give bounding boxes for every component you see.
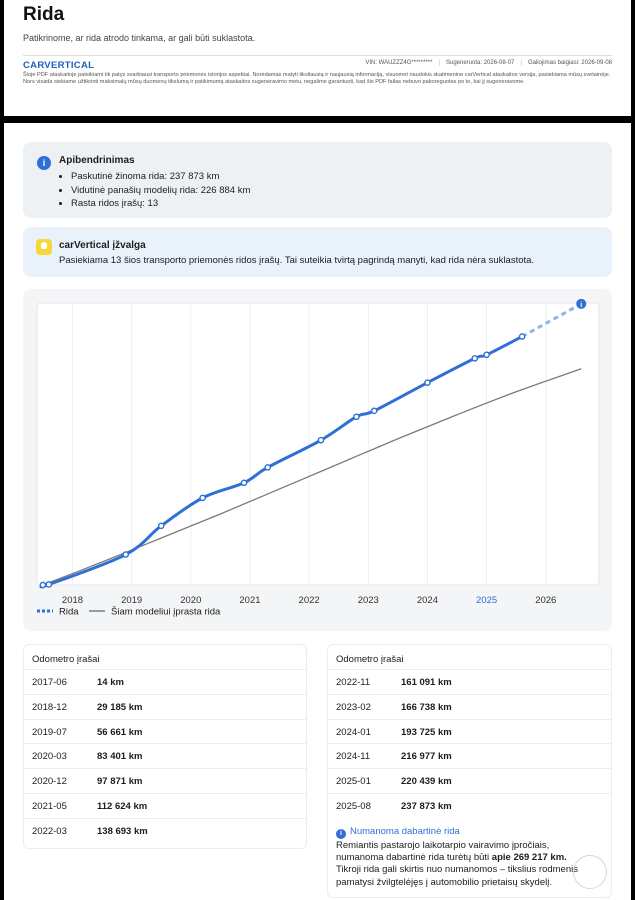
x-tick-label: 2022 [298, 595, 320, 606]
record-mileage: 14 km [97, 677, 124, 688]
estimated-mileage-value: apie 269 217 km. [491, 852, 567, 864]
x-tick-label: 2021 [239, 595, 261, 606]
page-subtitle: Patikrinome, ar rida atrodo tinkama, ar gali būti suklastota. [23, 33, 256, 43]
odometer-title: Odometro įrašai [336, 654, 404, 665]
info-icon: i [580, 301, 583, 309]
info-icon: i [37, 156, 51, 170]
summary-title: Apibendrinimas [59, 155, 135, 166]
x-tick-label: 2019 [121, 595, 143, 606]
disclaimer-text: Šioje PDF ataskaitoje pateikiami tik patys svarbiausi transporto priemonės istorijos aspektai. Norėdamas matyti tiksliausią ir naujausią informaciją, visuomet naudokis skaitmenine carVertical ataskaitos versija, pasiekiama mūsų svetainėje. Nors visada siekiame užtikrinti maksimalų mūsų duomenų tikslumą ir patikimumą ataskaitos sugeneravimo metu, negalime garantuoti, kad šis PDF failas nebuvo pakoreguotas po to, kai jį sugeneravome. [23, 72, 611, 86]
record-date: 2017-06 [32, 677, 67, 688]
record-mileage: 138 693 km [97, 825, 148, 837]
record-date: 2025-08 [336, 800, 371, 812]
odometer-title: Odometro įrašai [32, 654, 100, 665]
x-tick-label: 2024 [416, 595, 439, 606]
record-date: 2021-05 [32, 800, 67, 812]
table-row [328, 694, 611, 719]
data-point [472, 356, 477, 361]
odometer-rows [24, 669, 306, 843]
record-mileage: 237 873 km [401, 800, 452, 812]
record-date: 2022-03 [32, 825, 67, 837]
estimated-mileage-title: i Numanoma dabartinė rida [336, 826, 460, 839]
data-point [425, 380, 430, 385]
table-row [328, 793, 611, 818]
table-row [24, 694, 306, 719]
vin-label: VIN: WAUZZZ4G********* [365, 60, 433, 66]
x-tick-label: 2025 [476, 595, 498, 606]
record-mileage: 166 738 km [401, 701, 452, 713]
x-tick-label: 2020 [180, 595, 202, 606]
record-date: 2024-01 [336, 726, 371, 738]
record-date: 2018-12 [32, 701, 67, 713]
table-row [328, 768, 611, 793]
table-row [24, 793, 306, 818]
record-date: 2019-07 [32, 726, 67, 738]
data-point [372, 408, 377, 413]
record-mileage: 220 439 km [401, 776, 452, 788]
table-row [328, 743, 611, 768]
table-row [24, 818, 306, 843]
table-row [328, 669, 611, 694]
data-point [519, 334, 524, 339]
legend-label-mileage: Rida [59, 606, 79, 618]
record-mileage: 56 661 km [97, 726, 143, 738]
table-row [24, 669, 306, 694]
table-row [24, 743, 306, 768]
record-mileage: 83 401 km [97, 751, 143, 763]
record-mileage: 161 091 km [401, 677, 452, 688]
record-mileage: 193 725 km [401, 726, 452, 738]
estimated-mileage-text: Remiantis pastarojo laikotarpio vairavimo įpročiais, numanoma dabartinė rida turėtų būti apie 269 217 km. Tikroji rida gali skirtis nuo numanomos – tikslius rodmenis pamatysi žvilgtelėjęs į automobilio prietaisų skydelį. [336, 840, 578, 888]
mileage-chart [23, 289, 612, 631]
record-date: 2025-01 [336, 776, 371, 788]
x-tick-label: 2023 [357, 595, 379, 606]
carvertical-logo: CARVERTICAL [23, 60, 95, 71]
data-point [318, 438, 323, 443]
summary-item-average-mileage: • Vidutinė panašių modelių rida: 226 884 km [71, 184, 250, 198]
x-tick-label: 2026 [535, 595, 557, 606]
insight-title: carVertical įžvalga [59, 240, 146, 251]
record-date: 2022-11 [336, 677, 371, 688]
data-point [40, 582, 45, 587]
record-mileage: 216 977 km [401, 751, 452, 763]
table-row [24, 768, 306, 793]
record-date: 2020-03 [32, 751, 67, 763]
watermark-seal [573, 855, 607, 889]
report-meta: VIN: WAUZZZ4G********* | Sugeneruota: 2026-08-07 | Galiojimas baigiasi: 2026-09-08 [365, 60, 612, 66]
data-point [265, 465, 270, 470]
insight-text: Pasiekiama 13 šios transporto priemonės ridos įrašų. Tai suteikia tvirtą pagrindą manyti, kad rida nėra suklastota. [59, 255, 535, 266]
mileage-chart-card [23, 289, 612, 631]
summary-list [71, 170, 250, 211]
x-tick-label: 2018 [61, 595, 84, 606]
page-title: Rida [23, 4, 65, 25]
odometer-rows [328, 669, 611, 818]
odometer-table-right [327, 644, 612, 898]
record-date: 2020-12 [32, 776, 67, 788]
lightbulb-icon [36, 239, 52, 255]
record-mileage: 29 185 km [97, 701, 143, 713]
generated-date: Sugeneruota: 2026-08-07 [446, 60, 515, 66]
data-point [46, 582, 51, 587]
data-point [200, 495, 205, 500]
legend-label-typical: Šiam modeliui įprasta rida [111, 606, 221, 618]
data-point [241, 480, 246, 485]
data-point [123, 552, 128, 557]
odometer-table-left [23, 644, 307, 849]
summary-item-last-mileage: • Paskutinė žinoma rida: 237 873 km [71, 170, 250, 184]
report-header-page [4, 0, 631, 116]
record-mileage: 112 624 km [97, 800, 148, 812]
data-point [159, 523, 164, 528]
data-point [354, 414, 359, 419]
summary-card [23, 142, 612, 218]
summary-item-record-count: • Rasta ridos įrašų: 13 [71, 197, 250, 211]
valid-until-date: Galiojimas baigiasi: 2026-09-08 [527, 60, 612, 66]
data-point [484, 352, 489, 357]
record-date: 2024-11 [336, 751, 371, 763]
record-date: 2023-02 [336, 701, 371, 713]
plot-area [37, 303, 599, 585]
table-row [328, 719, 611, 744]
table-row [24, 719, 306, 744]
info-icon: i [336, 829, 346, 839]
insight-card [23, 227, 612, 277]
divider [23, 55, 612, 56]
mileage-page [4, 123, 631, 900]
record-mileage: 97 871 km [97, 776, 143, 788]
